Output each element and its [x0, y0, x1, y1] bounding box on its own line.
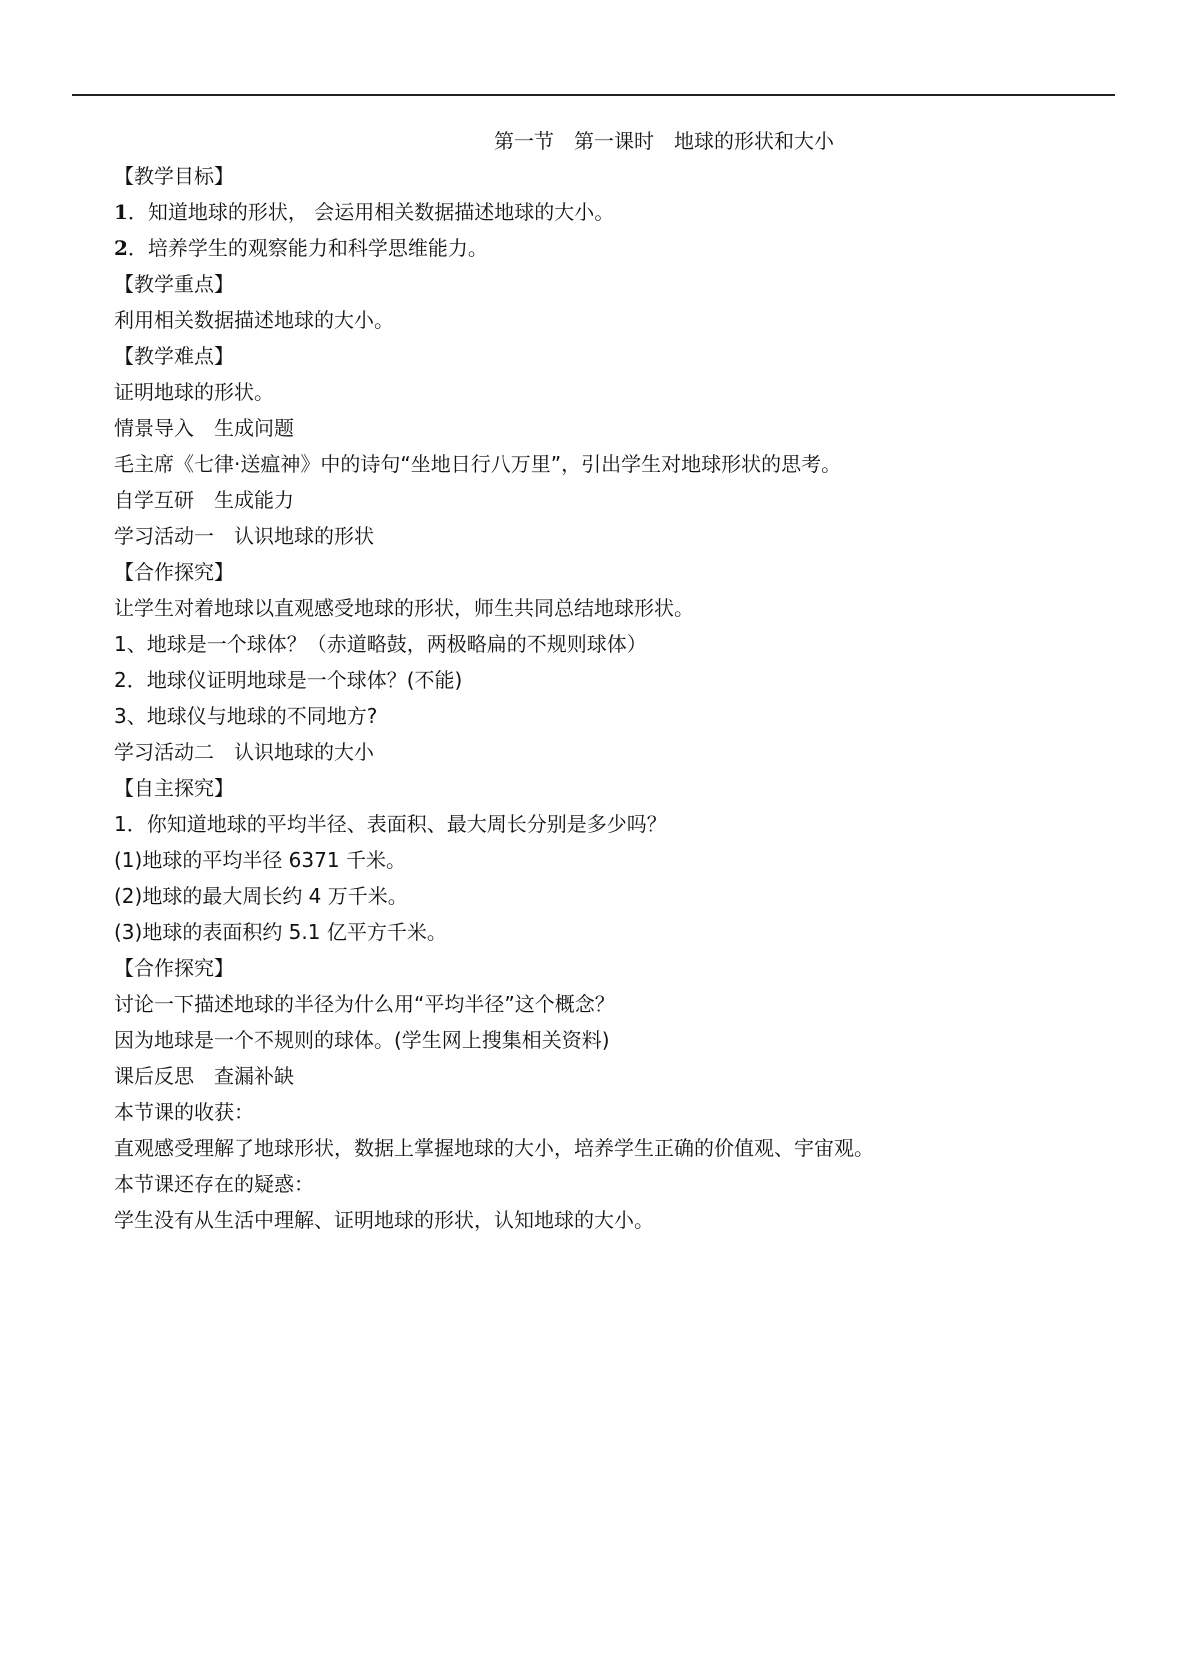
- document-body: [114, 158, 1114, 1238]
- doubts-text: 学生没有从生活中理解、证明地球的形状，认知地球的大小。: [114, 1208, 654, 1232]
- heading-cooperative-inquiry: 【合作探究】: [114, 560, 234, 584]
- title-lesson-number: 第一节 第一课时: [494, 129, 654, 153]
- activity-one-title: 学习活动一 认识地球的形状: [114, 524, 374, 548]
- answer-item: (1)地球的平均半径 6371 千米。: [114, 848, 406, 872]
- key-point-text: 利用相关数据描述地球的大小。: [114, 308, 394, 332]
- question-item: 1、地球是一个球体？（赤道略鼓，两极略扁的不规则球体）: [114, 632, 647, 656]
- activity-two-title: 学习活动二 认识地球的大小: [114, 740, 374, 764]
- heading-key-points: 【教学重点】: [114, 272, 234, 296]
- discussion-answer: 因为地球是一个不规则的球体。(学生网上搜集相关资料): [114, 1028, 610, 1052]
- question-item: 2．地球仪证明地球是一个球体？(不能): [114, 668, 463, 692]
- question-item: 3、地球仪与地球的不同地方?: [114, 704, 378, 728]
- doubts-label: 本节课还存在的疑惑：: [114, 1172, 314, 1196]
- difficulty-text: 证明地球的形状。: [114, 380, 274, 404]
- page-title: [0, 124, 1185, 158]
- intro-text: 毛主席《七律·送瘟神》中的诗句“坐地日行八万里”，引出学生对地球形状的思考。: [114, 452, 842, 476]
- activity-one-text: 让学生对着地球以直观感受地球的形状，师生共同总结地球形状。: [114, 596, 694, 620]
- answer-item: (3)地球的表面积约 5.1 亿平方千米。: [114, 920, 447, 944]
- question-item: 1．你知道地球的平均半径、表面积、最大周长分别是多少吗？: [114, 812, 667, 836]
- heading-independent-inquiry: 【自主探究】: [114, 776, 234, 800]
- heading-objectives: 【教学目标】: [114, 164, 234, 188]
- section-self-study: 自学互研 生成能力: [114, 488, 294, 512]
- header-rule: [72, 94, 1115, 96]
- gains-label: 本节课的收获：: [114, 1100, 254, 1124]
- heading-cooperative-inquiry: 【合作探究】: [114, 956, 234, 980]
- objective-item: 2．培养学生的观察能力和科学思维能力。: [114, 236, 488, 260]
- section-intro: 情景导入 生成问题: [114, 416, 294, 440]
- answer-item: (2)地球的最大周长约 4 万千米。: [114, 884, 408, 908]
- section-reflection: 课后反思 查漏补缺: [114, 1064, 294, 1088]
- objective-item: 1．知道地球的形状， 会运用相关数据描述地球的大小。: [114, 200, 615, 224]
- title-topic: 地球的形状和大小: [674, 129, 834, 153]
- gains-text: 直观感受理解了地球形状，数据上掌握地球的大小，培养学生正确的价值观、宇宙观。: [114, 1136, 874, 1160]
- heading-difficulties: 【教学难点】: [114, 344, 234, 368]
- discussion-question: 讨论一下描述地球的半径为什么用“平均半径”这个概念？: [114, 992, 615, 1016]
